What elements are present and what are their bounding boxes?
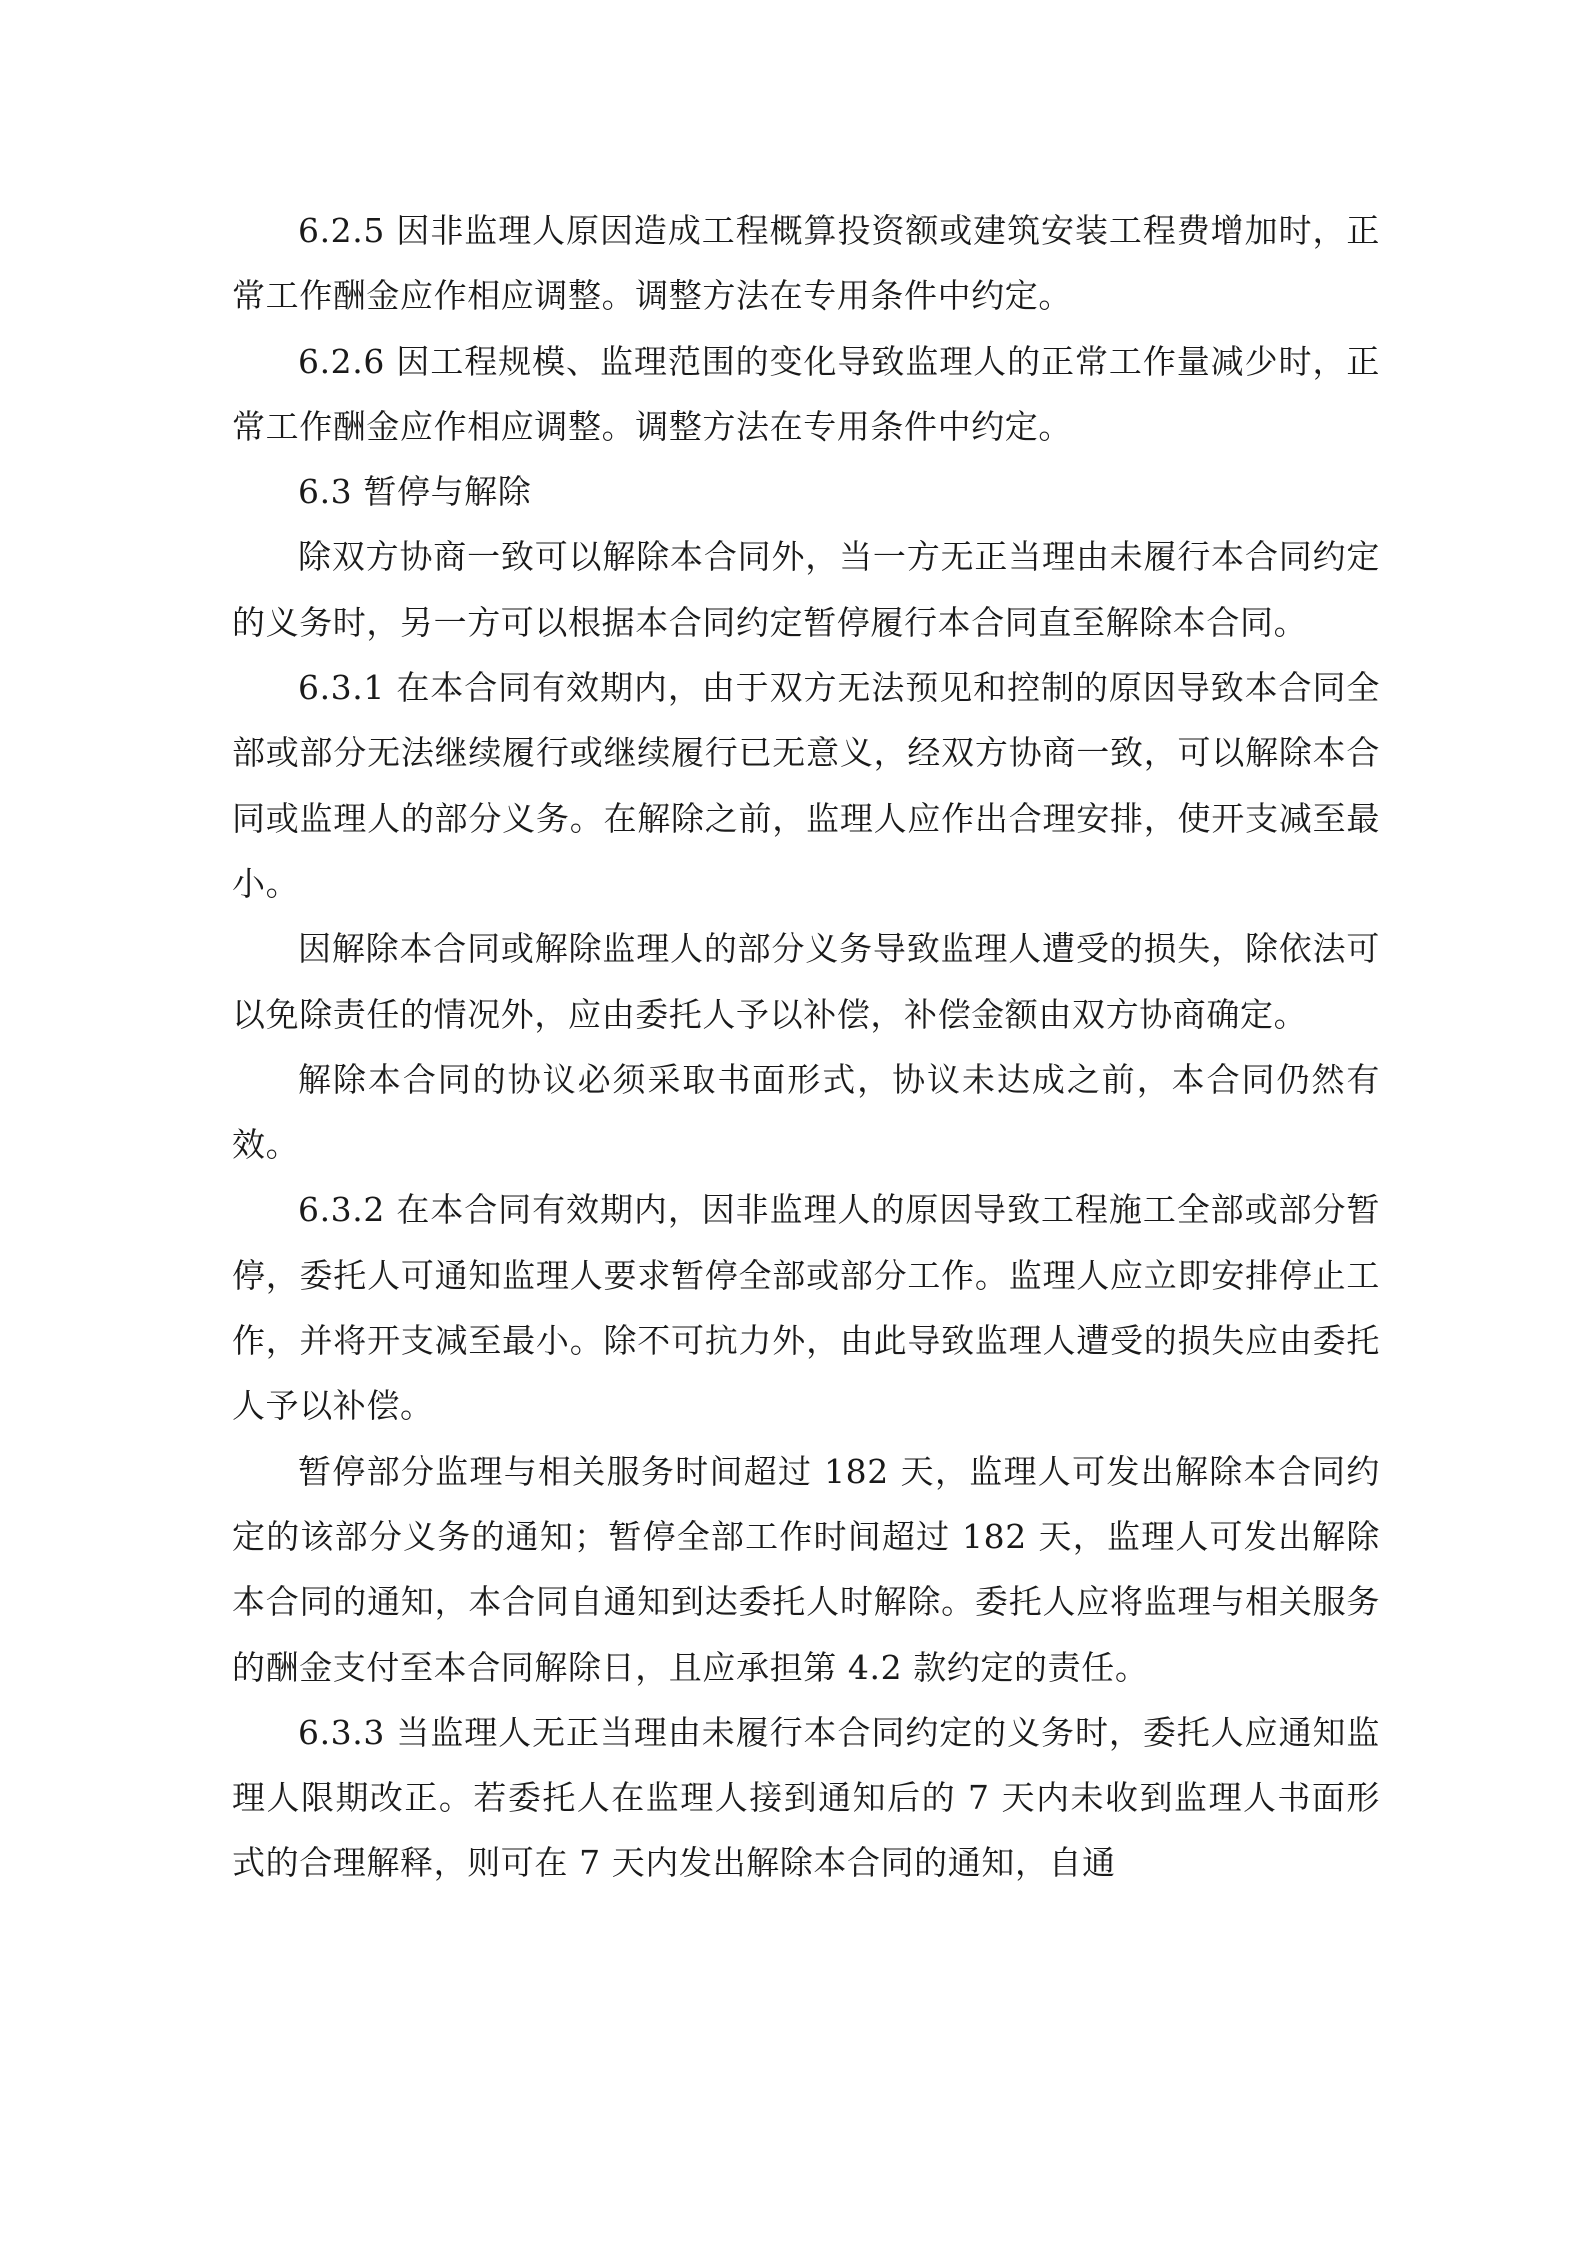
section-heading-6-3: 6.3 暂停与解除: [298, 472, 532, 512]
clause-6-3-3: 6.3.3 当监理人无正当理由未履行本合同约定的义务时，委托人应通知监理人限期改正。若委托人在监理人接到通知后的 7 天内未收到监理人书面形式的合理解释，则可在 7 天内发出解除本合同的通知，自通: [232, 1712, 1380, 1883]
clause-6-3-1-written-form: 解除本合同的协议必须采取书面形式，协议未达成之前，本合同仍然有效。: [232, 1059, 1380, 1165]
clause-6-3-2: 6.3.2 在本合同有效期内，因非监理人的原因导致工程施工全部或部分暂停，委托人可通知监理人要求暂停全部或部分工作。监理人应立即安排停止工作，并将开支减至最小。除不可抗力外，由此导致监理人遭受的损失应由委托人予以补偿。: [232, 1190, 1380, 1426]
document-body: [232, 198, 1380, 1896]
clause-6-3-1: 6.3.1 在本合同有效期内，由于双方无法预见和控制的原因导致本合同全部或部分无法继续履行或继续履行已无意义，经双方协商一致，可以解除本合同或监理人的部分义务。在解除之前，监理人应作出合理安排，使开支减至最小。: [232, 668, 1380, 903]
section-6-3-intro: 除双方协商一致可以解除本合同外，当一方无正当理由未履行本合同约定的义务时，另一方可以根据本合同约定暂停履行本合同直至解除本合同。: [232, 537, 1380, 642]
clause-6-2-5: 6.2.5 因非监理人原因造成工程概算投资额或建筑安装工程费增加时，正常工作酬金应作相应调整。调整方法在专用条件中约定。: [232, 211, 1380, 316]
clause-6-3-2-suspension-term: 暂停部分监理与相关服务时间超过 182 天，监理人可发出解除本合同约定的该部分义务的通知；暂停全部工作时间超过 182 天，监理人可发出解除本合同的通知，本合同自通知到达委托人时解除。委托人应将监理与相关服务的酬金支付至本合同解除日，且应承担第 4.2 款约定的责任。: [232, 1451, 1380, 1687]
clause-6-3-1-compensation: 因解除本合同或解除监理人的部分义务导致监理人遭受的损失，除依法可以免除责任的情况外，应由委托人予以补偿，补偿金额由双方协商确定。: [232, 929, 1380, 1034]
clause-6-2-6: 6.2.6 因工程规模、监理范围的变化导致监理人的正常工作量减少时，正常工作酬金应作相应调整。调整方法在专用条件中约定。: [232, 341, 1380, 446]
